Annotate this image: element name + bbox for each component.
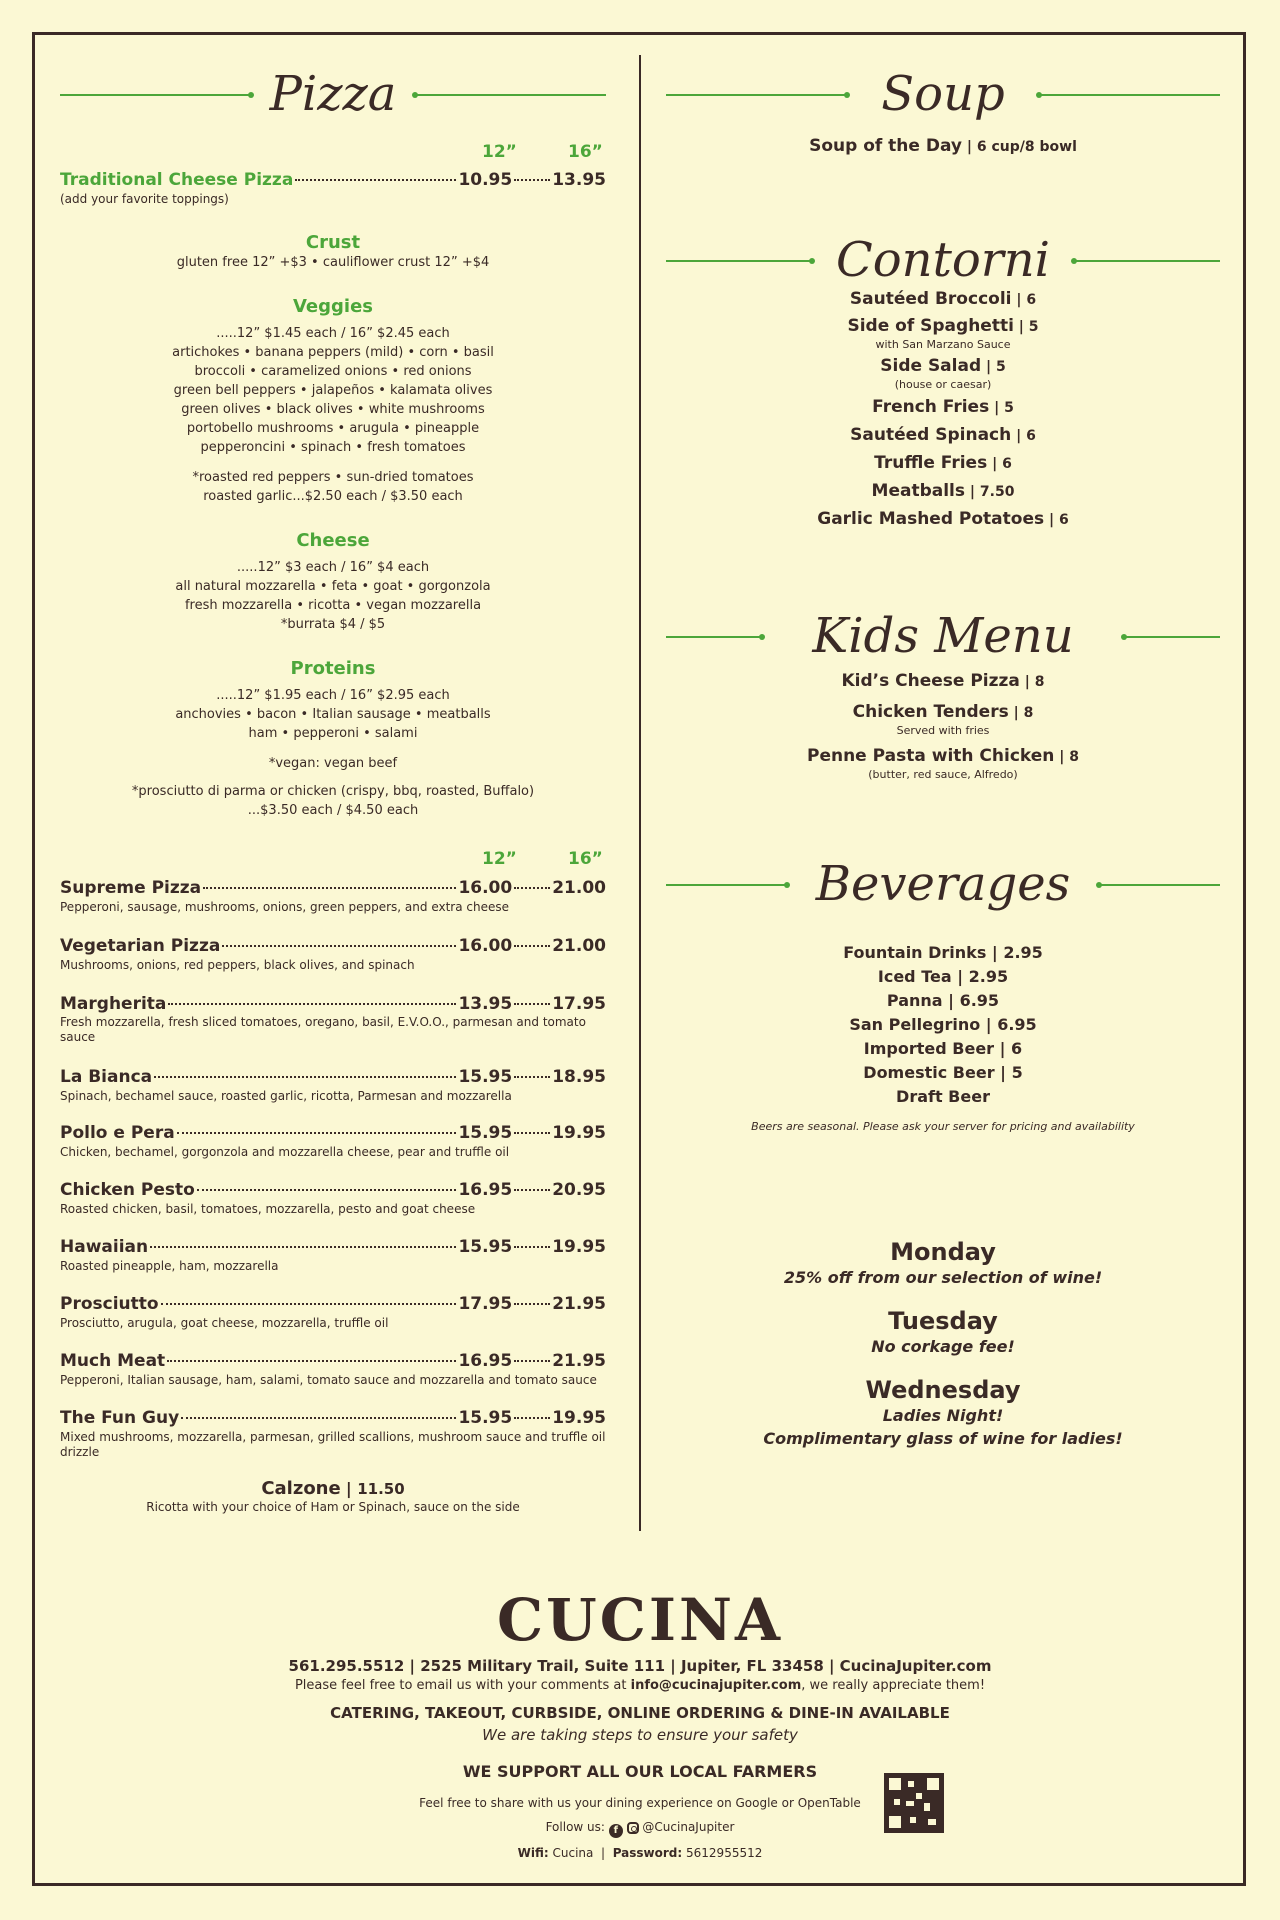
specialty-pizza-desc: Mushrooms, onions, red peppers, black olives, and spinach: [60, 958, 415, 972]
specialty-pizza-row: Pollo e Pera 15.95 19.95: [60, 1123, 606, 1143]
specialty-pizza-desc: Spinach, bechamel sauce, roasted garlic, ricotta, Parmesan and mozzarella: [60, 1089, 512, 1103]
specialty-pizza-desc: Mixed mushrooms, mozzarella, parmesan, grilled scallions, mushroom sauce and truffle oil drizzle: [60, 1430, 606, 1459]
size-16-label-specialty: 16”: [568, 849, 603, 869]
soup-title: Soup: [881, 66, 1005, 122]
pizza-heading: [60, 64, 606, 124]
proteins-extra: *prosciutto di parma or chicken (crispy, bbq, roasted, Buffalo) ...$3.50 each / $4.50 each: [131, 784, 535, 818]
list-item: Side of Spaghetti | 5: [847, 316, 1039, 336]
social-handle[interactable]: @CucinaJupiter: [642, 1820, 735, 1834]
wifi-line: Wifi: Cucina | Password: 5612955512: [517, 1846, 763, 1860]
specialty-pizza-row: Much Meat 16.95 21.95: [60, 1351, 606, 1371]
list-item: Sautéed Spinach | 6: [850, 425, 1036, 445]
list-item: San Pellegrino | 6.95: [849, 1015, 1037, 1034]
list-item: Iced Tea | 2.95: [877, 967, 1009, 986]
beverages-list: [666, 941, 1220, 1109]
veggies-list: .....12” $1.45 each / 16” $2.45 each artichokes • banana peppers (mild) • corn • basil broccoli • caramelized onions • red onions green bell peppers • jalapeños • kalamata olives green olives • black olives • white mushrooms portobello mushrooms • arugula • pineapple pepperoncini • spinach • fresh tomatoes: [172, 326, 494, 455]
crust-line: gluten free 12” +$3 • cauliflower crust 12” +$4: [176, 255, 490, 270]
specialty-pizza-desc: Prosciutto, arugula, goat cheese, mozzarella, truffle oil: [60, 1316, 389, 1330]
calzone-name: Calzone: [261, 1478, 341, 1499]
services-line: CATERING, TAKEOUT, CURBSIDE, ONLINE ORDERING & DINE-IN AVAILABLE: [330, 1704, 950, 1722]
pizza-title: Pizza: [269, 66, 397, 122]
specialty-pizza-row: Hawaiian 15.95 19.95: [60, 1237, 606, 1257]
size-12-label-specialty: 12”: [482, 849, 517, 869]
proteins-list: .....12” $1.95 each / 16” $2.95 each anchovies • bacon • Italian sausage • meatballs ham • pepperoni • salami: [175, 688, 491, 741]
kids-list: Kid’s Cheese Pizza | 8 Chicken Tenders | 8 Served with fries Penne Pasta with Chicken | 8 (butter, red sauce, Alfredo): [666, 670, 1220, 781]
specialty-pizza-row: Prosciutto 17.95 21.95: [60, 1294, 606, 1314]
list-item: Garlic Mashed Potatoes | 6: [817, 509, 1069, 529]
list-item: Draft Beer: [896, 1087, 990, 1106]
contorni-title: Contorni: [836, 232, 1050, 288]
crust-title: Crust: [305, 232, 361, 253]
contorni-list: Sautéed Broccoli | 6 Side of Spaghetti | 5 with San Marzano Sauce Side Salad | 5 (house or caesar) French Fries | 5 Sautéed Spinach | 6 Truffle Fries | 6 Meatballs | 7.50 Garlic Mashed Potatoes | 6: [666, 288, 1220, 531]
cucina-logo: CUCINA: [496, 1586, 784, 1654]
email-link[interactable]: info@cucinajupiter.com: [630, 1678, 802, 1693]
instagram-icon[interactable]: [627, 1822, 639, 1834]
list-item: Domestic Beer | 5: [863, 1063, 1023, 1082]
cheese-title: Cheese: [296, 530, 370, 551]
traditional-cheese-row: [60, 170, 606, 190]
veggies-title: Veggies: [292, 296, 373, 317]
kids-title: Kids Menu: [812, 608, 1074, 664]
specialty-pizza-desc: Pepperoni, sausage, mushrooms, onions, green peppers, and extra cheese: [60, 900, 509, 914]
farmers-line: WE SUPPORT ALL OUR LOCAL FARMERS: [462, 1762, 818, 1781]
soup-of-the-day: Soup of the Day | 6 cup/8 bowl: [809, 136, 1077, 156]
list-item: Sautéed Broccoli | 6: [849, 289, 1037, 309]
traditional-cheese-price-16: 13.95: [552, 170, 606, 190]
list-item: Kid’s Cheese Pizza | 8: [841, 671, 1045, 691]
qr-code[interactable]: [884, 1773, 944, 1833]
column-divider: [639, 55, 641, 1531]
specialty-pizza-desc: Roasted chicken, basil, tomatoes, mozzarella, pesto and goat cheese: [60, 1202, 476, 1216]
specialty-pizza-desc: Roasted pineapple, ham, mozzarella: [60, 1259, 279, 1273]
soup-heading: [666, 64, 1220, 124]
share-line: Feel free to share with us your dining experience on Google or OpenTable: [419, 1796, 861, 1810]
facebook-icon[interactable]: f: [609, 1824, 623, 1838]
calzone-price: 11.50: [357, 1480, 405, 1498]
email-line: Please feel free to email us with your comments at info@cucinajupiter.com, we really appreciate them!: [294, 1678, 986, 1693]
list-item: Imported Beer | 6: [863, 1039, 1023, 1058]
size-16-label: 16”: [568, 142, 603, 162]
logo-wrap: [0, 1586, 1280, 1654]
list-item: Chicken Tenders | 8: [852, 702, 1034, 722]
size-12-label: 12”: [482, 142, 517, 162]
specialty-pizza-row: Margherita 13.95 17.95: [60, 994, 606, 1014]
beverages-title: Beverages: [815, 856, 1071, 912]
list-item: French Fries | 5: [872, 397, 1014, 417]
specialty-pizza-desc: Chicken, bechamel, gorgonzola and mozzarella cheese, pear and truffle oil: [60, 1145, 510, 1159]
kids-heading: [666, 606, 1220, 666]
specialty-pizza-row: The Fun Guy 15.95 19.95: [60, 1408, 606, 1428]
list-item: Side Salad | 5: [880, 356, 1006, 376]
specialty-pizza-desc: Pepperoni, Italian sausage, ham, salami, tomato sauce and mozzarella and tomato sauce: [60, 1373, 597, 1387]
traditional-cheese-name: Traditional Cheese Pizza: [60, 170, 294, 190]
specialty-pizza-row: La Bianca 15.95 18.95: [60, 1067, 606, 1087]
special-day: Tuesday: [888, 1307, 998, 1335]
traditional-cheese-price-12: 10.95: [458, 170, 513, 190]
list-item: Meatballs | 7.50: [871, 481, 1015, 501]
list-item: Penne Pasta with Chicken | 8: [806, 746, 1080, 766]
calzone: Calzone | 11.50: [261, 1478, 405, 1499]
proteins-vegan: *vegan: vegan beef: [268, 756, 398, 771]
calzone-desc: Ricotta with your choice of Ham or Spinach, sauce on the side: [146, 1500, 520, 1514]
special-day: Wednesday: [865, 1376, 1021, 1404]
specialty-pizza-row: Vegetarian Pizza 16.00 21.00: [60, 936, 606, 956]
follow-line: Follow us: f @CucinaJupiter: [545, 1820, 735, 1836]
beverages-heading: [666, 854, 1220, 914]
special-day: Monday: [890, 1238, 996, 1266]
list-item: Fountain Drinks | 2.95: [843, 943, 1043, 962]
specials: Monday 25% off from our selection of wine! Tuesday No corkage fee! Wednesday Ladies Night! Complimentary glass of wine for ladies!: [666, 1238, 1220, 1450]
specialty-pizza-desc: Fresh mozzarella, fresh sliced tomatoes, oregano, basil, E.V.O.O., parmesan and tomato sauce: [60, 1015, 586, 1044]
specialty-pizza-row: Supreme Pizza 16.00 21.00: [60, 878, 606, 898]
veggies-premium: *roasted red peppers • sun-dried tomatoes roasted garlic...$2.50 each / $3.50 each: [192, 470, 474, 504]
proteins-title: Proteins: [290, 658, 376, 679]
contact-line: 561.295.5512 | 2525 Military Trail, Suite 111 | Jupiter, FL 33458 | CucinaJupiter.com: [288, 1657, 992, 1675]
list-item: Truffle Fries | 6: [874, 453, 1012, 473]
list-item: Panna | 6.95: [886, 991, 1000, 1010]
safety-line: We are taking steps to ensure your safety: [482, 1726, 798, 1744]
traditional-cheese-note: (add your favorite toppings): [60, 192, 229, 206]
beverages-note: Beers are seasonal. Please ask your server for pricing and availability: [751, 1120, 1135, 1133]
cheese-list: .....12” $3 each / 16” $4 each all natural mozzarella • feta • goat • gorgonzola fresh mozzarella • ricotta • vegan mozzarella *burrata $4 / $5: [175, 560, 491, 632]
contorni-heading: [666, 230, 1220, 290]
specialty-pizza-row: Chicken Pesto 16.95 20.95: [60, 1180, 606, 1200]
